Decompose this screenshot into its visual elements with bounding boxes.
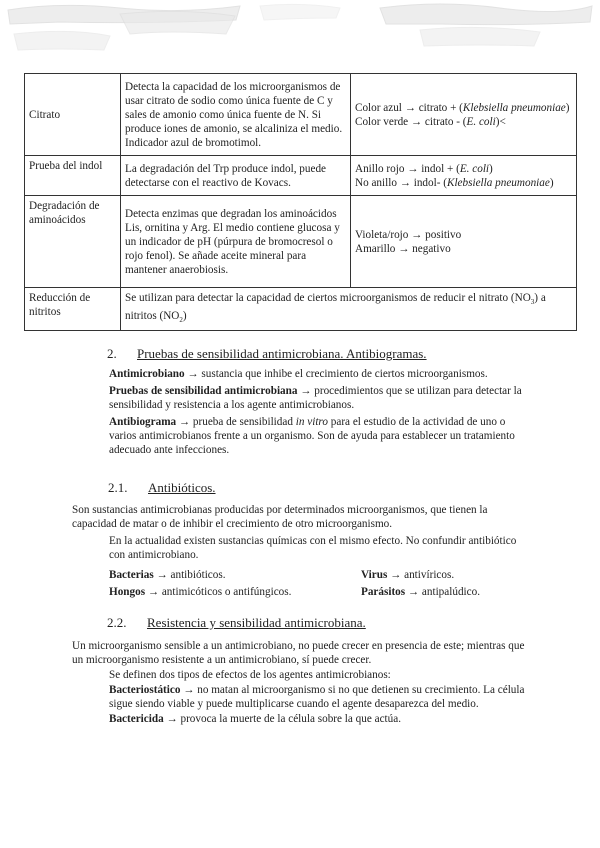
- table-row: [25, 74, 577, 156]
- test-description: La degradación del Trp produce indol, puede detectarse con el reactivo de Kovacs.: [121, 156, 351, 196]
- scan-smudge: [0, 0, 600, 70]
- list-item: Bacterias → antibióticos.: [109, 569, 226, 581]
- list-item: Parásitos → antipalúdico.: [361, 586, 481, 598]
- section-heading-2-2: 2.2. Resistencia y sensibilidad antimicrobiana.: [107, 615, 366, 630]
- list-item: Virus → antivíricos.: [361, 569, 455, 581]
- paragraph-bactericida: Bactericida → provoca la muerte de la célula sobre la que actúa.: [109, 713, 402, 725]
- paragraph-bacteriostatico: Bacteriostático → no matan al microorganismo si no que detienen su crecimiento. La célula sigue siendo viable y puede multiplicarse cuando el agente desaparezca del medio.: [109, 684, 525, 710]
- section-2-1-body: [72, 503, 532, 562]
- paragraph-antimicrobiano: Antimicrobiano → sustancia que inhibe el crecimiento de ciertos microorganismos.: [109, 368, 488, 380]
- test-result: Violeta/rojo → positivo Amarillo → negativo: [351, 196, 577, 288]
- section-heading-2: 2. Pruebas de sensibilidad antimicrobiana. Antibiogramas.: [107, 346, 427, 361]
- antimicrobial-types-list: [109, 568, 509, 602]
- biochemical-tests-table: [24, 73, 577, 331]
- test-name: Reducción de nitritos: [25, 288, 121, 331]
- test-description: Detecta la capacidad de los microorganismos de usar citrato de sodio como única fuente de C y sales de amonio como única fuente de N. Si produce iones de amonio, se alcaliniza el medio. Indicador azul de bromotimol.: [121, 74, 351, 156]
- list-row: [109, 568, 509, 585]
- paragraph-sensible: Un microorganismo sensible a un antimicrobiano, no puede crecer en presencia de este; mientras que un microorganismo resistente a un antimicrobiano, sí puede crecer.: [72, 640, 525, 666]
- table-row: [25, 196, 577, 288]
- test-name: Prueba del indol: [25, 156, 121, 196]
- test-name: Citrato: [25, 74, 121, 156]
- test-result: Color azul → citrato + (Klebsiella pneumoniae) Color verde → citrato - (E. coli)<: [351, 74, 577, 156]
- paragraph-quimicas: En la actualidad existen sustancias químicas con el mismo efecto. No confundir antibiótico con antimicrobiano.: [109, 535, 517, 561]
- test-result: Anillo rojo → indol + (E. coli) No anillo → indol- (Klebsiella pneumoniae): [351, 156, 577, 196]
- paragraph-efectos: Se definen dos tipos de efectos de los agentes antimicrobianos:: [109, 669, 391, 681]
- table-row: [25, 288, 577, 331]
- test-description: Se utilizan para detectar la capacidad de ciertos microorganismos de reducir el nitrato $(NO_3)$ a nitritos $(NO_2)$: [121, 288, 577, 331]
- list-row: [109, 585, 509, 602]
- paragraph-antibioticos: Son sustancias antimicrobianas producidas por determinados microorganismos, que tienen la capacidad de matar o de inhibir el crecimiento de otro microorganismo.: [72, 504, 488, 530]
- paragraph-pruebas: Pruebas de sensibilidad antimicrobiana → procedimientos que se utilizan para detectar la sensibilidad y resistencia a los agente antimicrobianos.: [109, 385, 522, 411]
- paragraph-antibiograma: Antibiograma → prueba de sensibilidad in vitro para el estudio de la actividad de uno o varios antimicrobianos frente a un organismo. Son de ayuda para establecer un tratamiento adecuado ante infecciones.: [109, 416, 515, 456]
- section-heading-2-1: 2.1. Antibióticos.: [108, 480, 216, 495]
- test-description: Detecta enzimas que degradan los aminoácidos Lis, ornitina y Arg. El medio contiene glucosa y un indicador de pH (púrpura de bromocresol o rojo fenol). Se añade aceite mineral para mantener anaerobiosis.: [121, 196, 351, 288]
- table-row: [25, 156, 577, 196]
- test-name: Degradación de aminoácidos: [25, 196, 121, 288]
- section-2-2-body: [72, 639, 532, 726]
- list-item: Hongos → antimicóticos o antifúngicos.: [109, 586, 292, 598]
- section-2-body: [72, 367, 532, 457]
